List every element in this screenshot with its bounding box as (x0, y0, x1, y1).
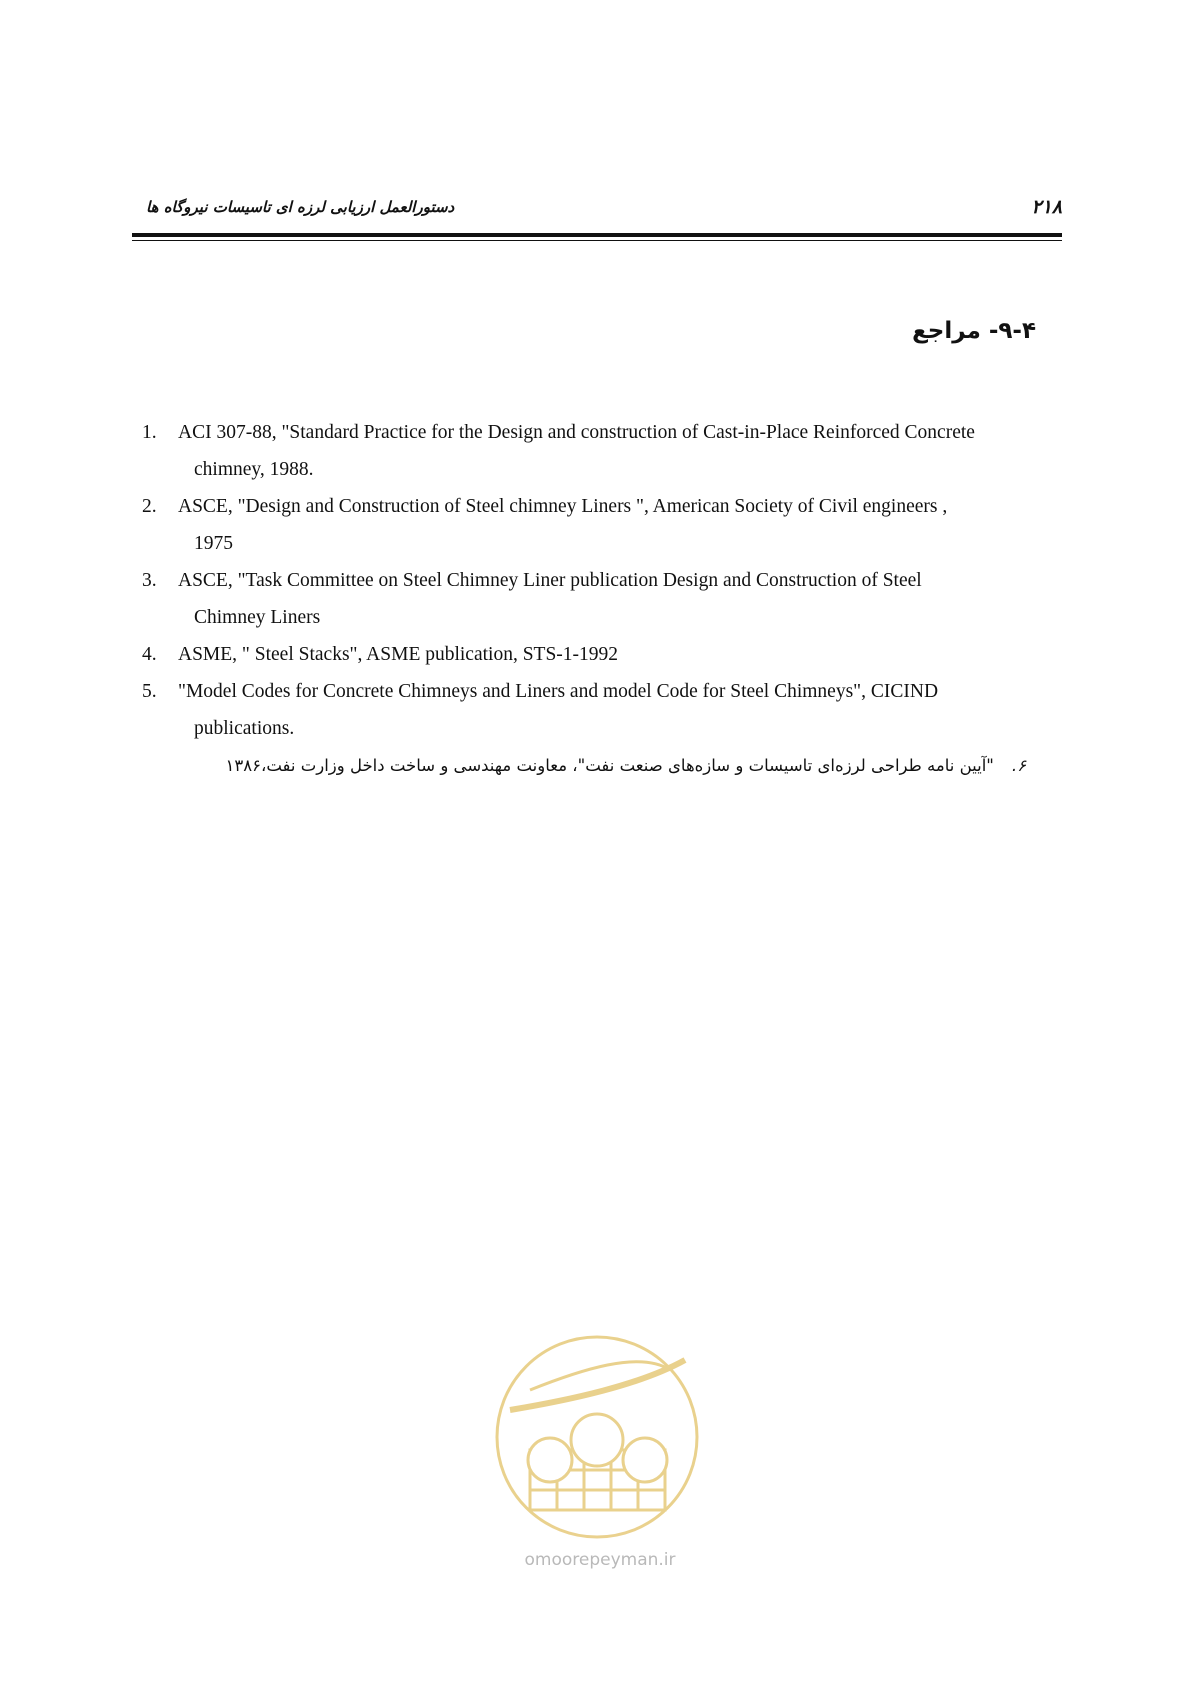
reference-line: 1975 (194, 533, 233, 554)
section-heading: ۹-۴- مراجع (912, 318, 1036, 344)
reference-line: ASCE, "Task Committee on Steel Chimney Liner publication Design and Construction of Steel (178, 570, 922, 591)
reference-item-persian (226, 756, 1026, 775)
reference-line: chimney, 1988. (194, 459, 314, 480)
watermark-seal-icon (490, 1330, 705, 1545)
reference-number: 1. (142, 422, 157, 443)
reference-line: ASME, " Steel Stacks", ASME publication, STS-1-1992 (178, 644, 619, 665)
reference-line: "Model Codes for Concrete Chimneys and Liners and model Code for Steel Chimneys", CICIND (178, 681, 939, 702)
reference-item (142, 636, 1062, 673)
page-header (132, 196, 1062, 224)
reference-item (142, 673, 1062, 747)
reference-line: Chimney Liners (194, 607, 321, 628)
reference-number: 5. (142, 681, 157, 702)
reference-number: 4. (142, 644, 157, 665)
reference-item (142, 414, 1062, 488)
page-number: ۲۱۸ (1031, 196, 1062, 218)
header-rule-thin (132, 240, 1062, 241)
reference-number: ۶. (1011, 756, 1026, 775)
reference-line: publications. (194, 718, 295, 739)
reference-item (142, 488, 1062, 562)
reference-line: ACI 307-88, "Standard Practice for the Design and construction of Cast-in-Place Reinforced Concrete (178, 422, 975, 443)
reference-item (142, 562, 1062, 636)
reference-number: 3. (142, 570, 157, 591)
watermark-url: omoorepeyman.ir (524, 1550, 676, 1570)
header-rule-thick (132, 233, 1062, 237)
running-title: دستورالعمل ارزیابی لرزه ای تاسیسات نیروگاه ها (146, 198, 455, 216)
reference-number: 2. (142, 496, 157, 517)
reference-text: "آیین نامه طراحی لرزه‌ای تاسیسات و سازه‌های صنعت نفت"، معاونت مهندسی و ساخت داخل وزارت نفت،۱۳۸۶ (225, 756, 994, 775)
reference-line: ASCE, "Design and Construction of Steel chimney Liners ", American Society of Civil engineers , (178, 496, 948, 517)
reference-list (142, 414, 1062, 747)
